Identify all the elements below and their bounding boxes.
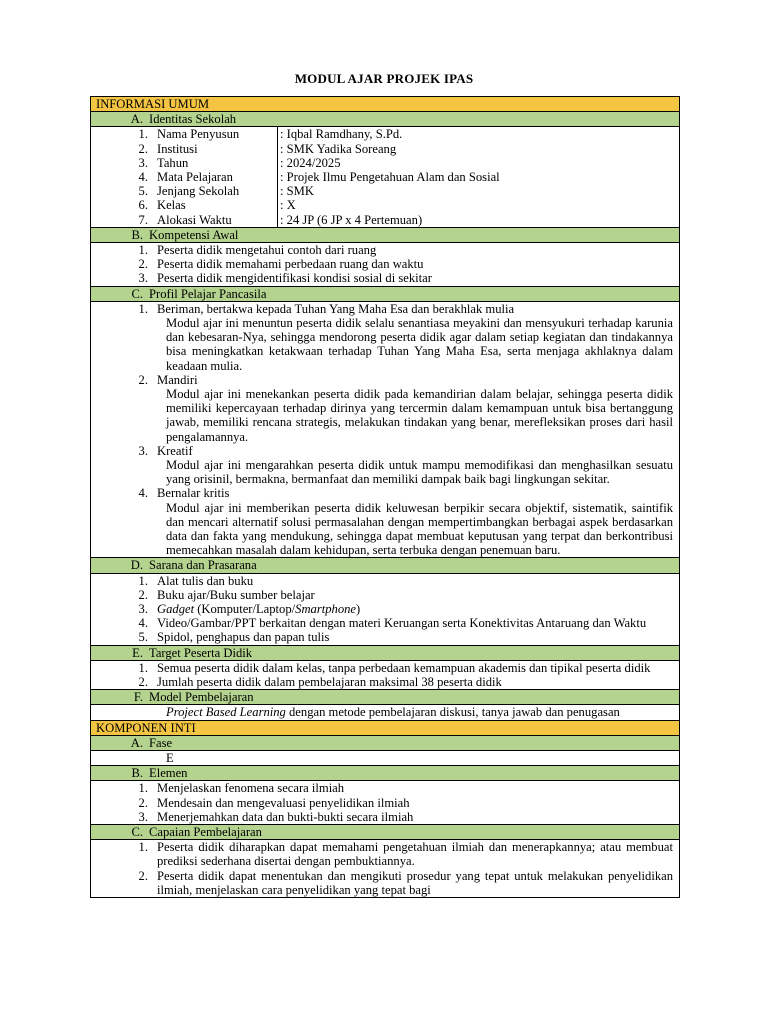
section-letter: D.	[130, 558, 143, 573]
list-item: 4. Video/Gambar/PPT berkaitan dengan materi Keruangan serta Konektivitas Antaruang dan Waktu	[138, 616, 647, 631]
list-item: 1. Semua peserta didik dalam kelas, tanpa perbedaan kemampuan akademis dan tipikal peserta didik	[138, 660, 651, 675]
identitas-key: Tahun	[157, 156, 278, 170]
target-body	[91, 661, 679, 690]
identitas-key: Nama Penyusun	[157, 127, 278, 141]
section-letter: C.	[131, 825, 143, 839]
profil-item-head: 2. Mandiri	[138, 372, 198, 387]
kompetensi-body	[91, 243, 679, 287]
list-item: 1. Menjelaskan fenomena secara ilmiah	[138, 781, 345, 796]
identitas-value: : SMK	[280, 184, 314, 199]
section-letter: E.	[132, 645, 143, 660]
identitas-value: : X	[280, 198, 296, 213]
list-item: 2. Buku ajar/Buku sumber belajar	[138, 587, 315, 602]
section-target	[91, 646, 679, 661]
section-label: Identitas Sekolah	[149, 112, 237, 127]
section-label: Profil Pelajar Pancasila	[149, 286, 267, 301]
section-label: Sarana dan Prasarana	[149, 558, 257, 573]
section-label: Target Peserta Didik	[149, 645, 253, 660]
identitas-key: Mata Pelajaran	[157, 170, 278, 184]
section-letter: F.	[133, 690, 143, 705]
identitas-num: 6.	[138, 198, 148, 213]
identitas-value: : Projek Ilmu Pengetahuan Alam dan Sosial	[280, 169, 500, 184]
list-item: 2. Mendesain dan mengevaluasi penyelidikan ilmiah	[138, 795, 410, 810]
section-letter: B.	[131, 227, 143, 242]
identitas-num: 3.	[138, 155, 148, 170]
section-label: Kompetensi Awal	[149, 227, 239, 242]
profil-item-text: Modul ajar ini mengarahkan peserta didik untuk mampu memodifikasi dan menghasilkan sesuatu yang orisinil, bermakna, bermanfaat dan memiliki dampak baik bagi lingkungan sekitar.	[166, 458, 673, 487]
profil-body	[91, 302, 679, 559]
identitas-key: Kelas	[157, 198, 278, 212]
profil-item-head: 3. Kreatif	[138, 443, 193, 458]
profil-item-text: Modul ajar ini memberikan peserta didik keluwesan berpikir secara objektif, sistematik, saintifik dan mencari alternatif solusi permasalahan dengan mempertimbangkan berbagai aspek berdasarkan data dan fakta yang mendukung, sehingga dapat membuat keputusan yang terpat dan berkontribusi memecahkan masalah dalam kehidupan, serta terbuka dengan penemuan baru.	[166, 500, 673, 558]
identitas-num: 4.	[138, 169, 148, 184]
section-label: Elemen	[149, 766, 188, 781]
identitas-value: : Iqbal Ramdhany, S.Pd.	[280, 127, 403, 142]
section-letter: A.	[130, 112, 143, 127]
section-letter: C.	[131, 286, 143, 301]
profil-item-head: 4. Bernalar kritis	[138, 486, 230, 501]
section-sarana	[91, 558, 679, 573]
section-kompetensi	[91, 228, 679, 243]
list-item: 3. Gadget (Komputer/Laptop/Smartphone)	[138, 602, 361, 617]
identitas-value: : 2024/2025	[280, 155, 341, 170]
profil-item-text: Modul ajar ini menekankan peserta didik pada kemandirian dalam belajar, sehingga peserta didik memiliki kepercayaan terhadap dirinya yang tercermin dalam kemampuan untuk bisa bertanggung jawab, memiliki rencana strategis, melakukan tindakan yang benar, merefleksikan proses dari hasil pengalamannya.	[166, 387, 673, 444]
fase-value: E	[166, 751, 174, 765]
capaian-body	[91, 840, 679, 897]
komponen-inti-header: KOMPONEN INTI	[91, 721, 679, 736]
list-item: 1. Peserta didik diharapkan dapat memahami pengetahuan ilmiah dan menerapkannya; atau membuat prediksi sederhana disertai dengan pembuktiannya.	[138, 840, 673, 869]
list-item: 2. Peserta didik memahami perbedaan ruang dan waktu	[138, 257, 424, 272]
profil-item-text: Modul ajar ini menuntun peserta didik selalu senantiasa meyakini dan mensyukuri terhadap karunia dan kebesaran-Nya, sehingga mendorong peserta didik agar dalam setiap kegiatan dan tindakannya bisa meningkatkan ketakwaan terhadap Tuhan Yang Maha Esa, serta menjaga akhlaknya dalam keadaan mulia.	[166, 315, 673, 373]
profil-item-head: 1. Beriman, bertakwa kepada Tuhan Yang Maha Esa dan berakhlak mulia	[138, 301, 515, 316]
sarana-body	[91, 574, 679, 646]
identitas-num: 7.	[138, 212, 148, 227]
document-title: MODUL AJAR PROJEK IPAS	[294, 71, 474, 86]
identitas-value: : SMK Yadika Soreang	[280, 141, 397, 156]
list-item: 2. Jumlah peserta didik dalam pembelajaran maksimal 38 peserta didik	[138, 675, 502, 690]
section-letter: A.	[130, 735, 143, 750]
section-letter: B.	[131, 766, 143, 781]
list-item: 1. Peserta didik mengetahui contoh dari ruang	[138, 242, 377, 257]
identitas-key: Jenjang Sekolah	[157, 184, 278, 198]
elemen-body	[91, 781, 679, 825]
list-item: 1. Alat tulis dan buku	[138, 573, 254, 588]
section-label: Fase	[149, 735, 173, 750]
list-item: 3. Peserta didik mengidentifikasi kondisi sosial di sekitar	[138, 271, 432, 286]
section-capaian	[91, 825, 679, 840]
section-label: Capaian Pembelajaran	[149, 825, 262, 839]
identitas-num: 2.	[138, 141, 148, 156]
model-text: Project Based Learning dengan metode pembelajaran diskusi, tanya jawab dan penugasan	[166, 705, 620, 720]
identitas-num: 1.	[138, 127, 148, 142]
list-item: 5. Spidol, penghapus dan papan tulis	[138, 630, 330, 645]
list-item: 3. Menerjemahkan data dan bukti-bukti secara ilmiah	[138, 809, 414, 824]
section-elemen	[91, 766, 679, 781]
section-profil	[91, 287, 679, 302]
identitas-table	[91, 127, 679, 227]
section-identitas	[91, 112, 679, 127]
section-model	[91, 690, 679, 705]
model-body	[91, 705, 679, 720]
identitas-key: Institusi	[157, 142, 278, 156]
identitas-num: 5.	[138, 184, 148, 199]
module-table	[90, 96, 680, 898]
fase-body	[91, 751, 679, 766]
identitas-value: : 24 JP (6 JP x 4 Pertemuan)	[280, 212, 423, 227]
section-fase	[91, 736, 679, 751]
list-item: 2. Peserta didik dapat menentukan dan mengikuti prosedur yang tepat untuk melakukan penyelidikan ilmiah, menjelaskan cara penyelidikan yang tepat bagi	[138, 868, 673, 897]
identitas-key: Alokasi Waktu	[157, 213, 278, 227]
section-label: Model Pembelajaran	[149, 690, 254, 705]
info-umum-header: INFORMASI UMUM	[91, 97, 679, 112]
